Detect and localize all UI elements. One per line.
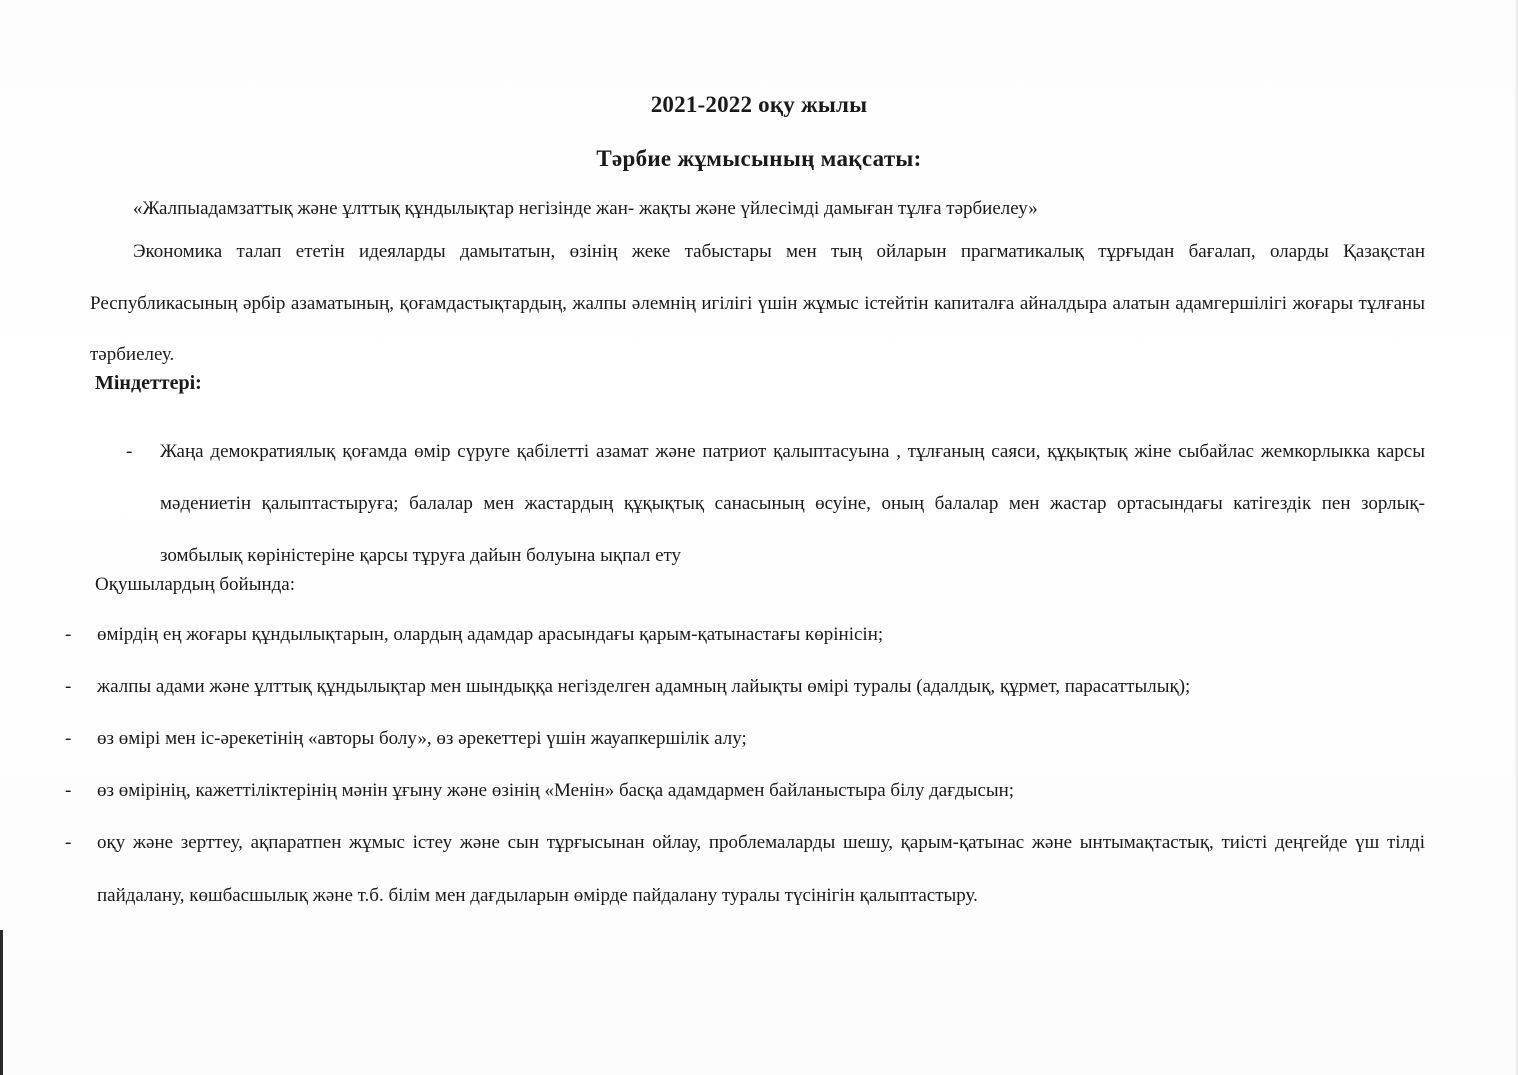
tasks-heading: Міндеттері: — [95, 372, 202, 394]
list-item — [65, 673, 1425, 700]
students-heading: Оқушылардың бойында: — [95, 574, 296, 595]
outcomes-list — [65, 621, 1425, 947]
list-item-text: жалпы адами және ұлттық құндылықтар мен шындыққа негізделген адамның лайықты өмірі туралы (адалдық, құрмет, парасаттылық); — [97, 676, 1191, 697]
list-item — [65, 777, 1425, 804]
list-bullet: - — [65, 832, 72, 853]
list-item-text: оқу және зерттеу, ақпаратпен жұмыс істеу және сын тұрғысынан ойлау, проблемаларды шешу, қарым-қатынас және ынтымақтастық, тиісті деңгейде үш тілді пайдалану, көшбасшылық және т.б. білім мен дағдыларын өмірде пайдалану туралы түсінігін қалыптастыру. — [97, 832, 1425, 906]
list-item — [65, 816, 1425, 922]
scan-edge-shadow — [0, 930, 3, 1075]
list-bullet: - — [65, 676, 72, 697]
list-item-text: өз өмірі мен іс-әрекетінің «авторы болу», өз әрекеттері үшін жауапкершілік алу; — [97, 728, 747, 749]
goal-heading: Тәрбие жұмысының мақсаты: — [596, 146, 922, 171]
list-item-text: өмірдің ең жоғары құндылықтарын, олардың адамдар арасындағы қарым-қатынастағы көрінісін; — [97, 624, 884, 645]
list-item-text: өз өмірінің, кажеттіліктерінің мәнін ұғыну және өзінің «Менін» басқа адамдармен байланыстыра білу дағдысын; — [97, 780, 1015, 801]
list-bullet: - — [126, 441, 133, 462]
list-item-text: Жаңа демократиялық қоғамда өмір сүруге қабілетті азамат және патриот қалыптасуына , тұлғаның саяси, құқықтық жіне сыбайлас жемкорлыкка карсы мәдениетін қалыптастыруға; балалар мен жастардың құқықтық санасының өсуіне, оның балалар мен жастар ортасындағы катігездік пен зорлық- зомбылық көріністеріне қарсы тұруға дайын болуына ықпал ету — [160, 441, 1425, 566]
goal-paragraph: Экономика талап ететін идеяларды дамытатын, өзінің жеке табыстары мен тың ойларын прагматикалық тұрғыдан бағалап, оларды Қазақстан Республикасының әрбір азаматының, қоғамдастықтардың, жалпы әлемнің игілігі үшін жұмыс істейтін капиталға айналдыра алатын адамгершілігі жоғары тұлғаны тәрбиелеу. — [90, 241, 1425, 365]
list-bullet: - — [65, 624, 72, 645]
list-bullet: - — [65, 780, 72, 801]
list-item — [65, 725, 1425, 752]
list-bullet: - — [65, 728, 72, 749]
year-heading: 2021-2022 оқу жылы — [650, 92, 868, 117]
goal-quote: «Жалпыадамзаттық және ұлттық құндылықтар негізінде жан- жақты және үйлесімді дамыған тұлға тәрбиелеу» — [133, 198, 1038, 219]
list-item — [65, 621, 1425, 648]
tasks-list — [120, 426, 1425, 582]
list-item — [120, 426, 1425, 582]
